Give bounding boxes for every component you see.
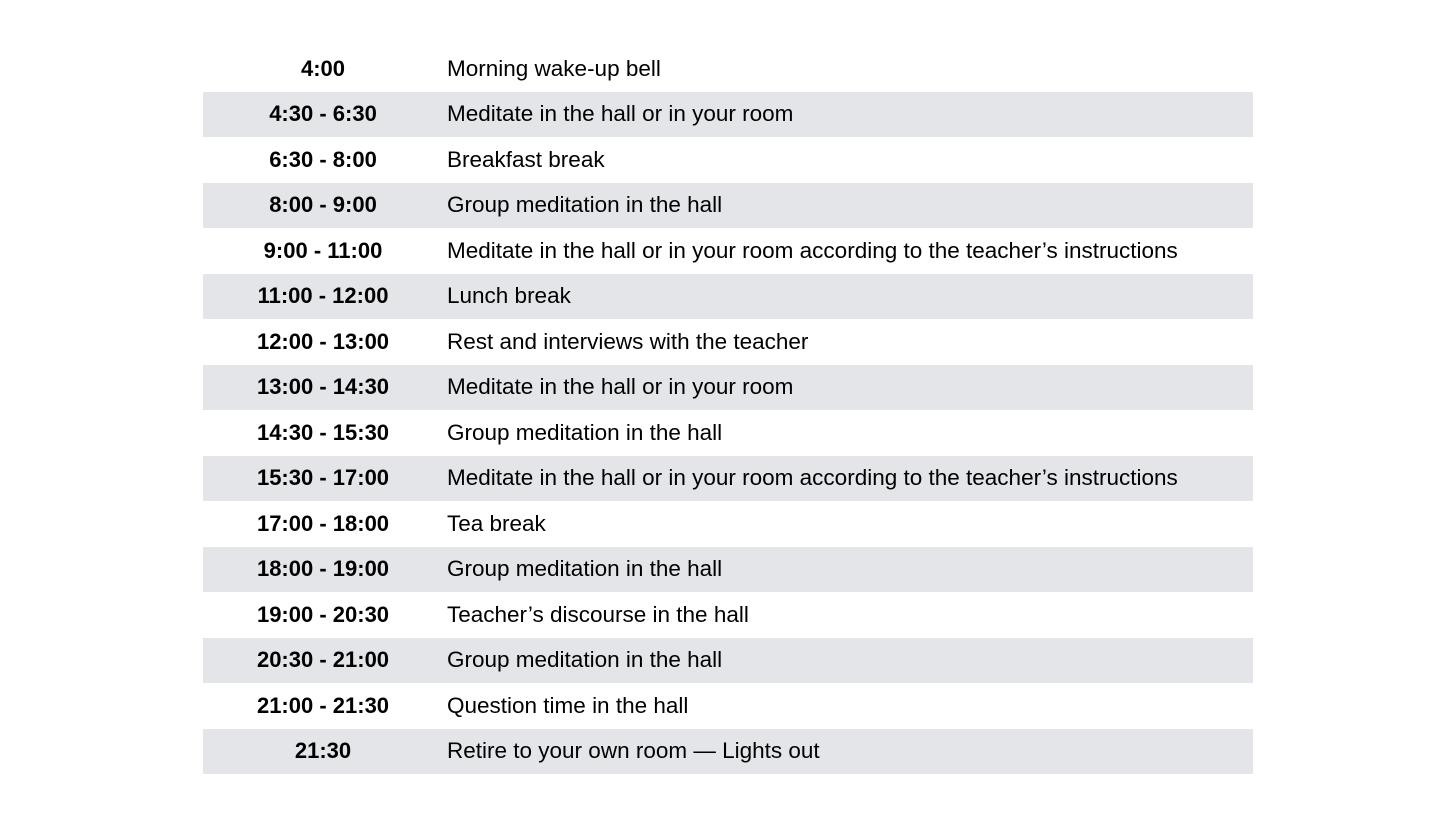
schedule-row bbox=[203, 137, 1253, 183]
time-cell: 9:00 - 11:00 bbox=[263, 237, 383, 263]
time-cell: 6:30 - 8:00 bbox=[269, 146, 377, 172]
schedule-row bbox=[203, 365, 1253, 411]
activity-cell: Lunch break bbox=[447, 283, 571, 309]
time-cell: 21:00 - 21:30 bbox=[256, 692, 390, 718]
activity-cell: Teacher’s discourse in the hall bbox=[447, 601, 749, 627]
activity-cell: Group meditation in the hall bbox=[447, 556, 723, 582]
schedule-row bbox=[203, 228, 1253, 274]
activity-cell: Group meditation in the hall bbox=[447, 647, 723, 673]
schedule-row bbox=[203, 683, 1253, 729]
time-cell: 14:30 - 15:30 bbox=[256, 419, 390, 445]
time-cell: 17:00 - 18:00 bbox=[256, 510, 390, 536]
schedule-row bbox=[203, 183, 1253, 229]
activity-cell: Meditate in the hall or in your room according to the teacher’s instructions bbox=[447, 465, 1178, 491]
activity-cell: Meditate in the hall or in your room bbox=[447, 374, 794, 400]
schedule-table bbox=[203, 46, 1253, 774]
schedule-row bbox=[203, 501, 1253, 547]
schedule-row bbox=[203, 592, 1253, 638]
time-cell: 13:00 - 14:30 bbox=[256, 374, 390, 400]
schedule-row bbox=[203, 410, 1253, 456]
activity-cell: Meditate in the hall or in your room bbox=[447, 101, 794, 127]
time-cell: 19:00 - 20:30 bbox=[256, 601, 390, 627]
time-cell: 11:00 - 12:00 bbox=[257, 283, 389, 309]
activity-cell: Retire to your own room — Lights out bbox=[447, 738, 820, 764]
activity-cell: Question time in the hall bbox=[447, 692, 689, 718]
activity-cell: Morning wake-up bell bbox=[447, 55, 661, 81]
activity-cell: Group meditation in the hall bbox=[447, 192, 723, 218]
schedule-row bbox=[203, 729, 1253, 775]
schedule-row bbox=[203, 92, 1253, 138]
activity-cell: Meditate in the hall or in your room according to the teacher’s instructions bbox=[447, 237, 1178, 263]
time-cell: 8:00 - 9:00 bbox=[269, 192, 377, 218]
time-cell: 4:30 - 6:30 bbox=[269, 101, 377, 127]
activity-cell: Rest and interviews with the teacher bbox=[447, 328, 809, 354]
schedule-row bbox=[203, 46, 1253, 92]
time-cell: 15:30 - 17:00 bbox=[256, 465, 390, 491]
schedule-row bbox=[203, 547, 1253, 593]
schedule-row bbox=[203, 638, 1253, 684]
time-cell: 4:00 bbox=[300, 55, 346, 81]
time-cell: 20:30 - 21:00 bbox=[256, 647, 390, 673]
activity-cell: Group meditation in the hall bbox=[447, 419, 723, 445]
schedule-row bbox=[203, 456, 1253, 502]
schedule-row bbox=[203, 274, 1253, 320]
time-cell: 21:30 bbox=[294, 738, 352, 764]
activity-cell: Tea break bbox=[447, 510, 546, 536]
time-cell: 12:00 - 13:00 bbox=[256, 328, 390, 354]
schedule-row bbox=[203, 319, 1253, 365]
time-cell: 18:00 - 19:00 bbox=[256, 556, 390, 582]
activity-cell: Breakfast break bbox=[447, 146, 605, 172]
